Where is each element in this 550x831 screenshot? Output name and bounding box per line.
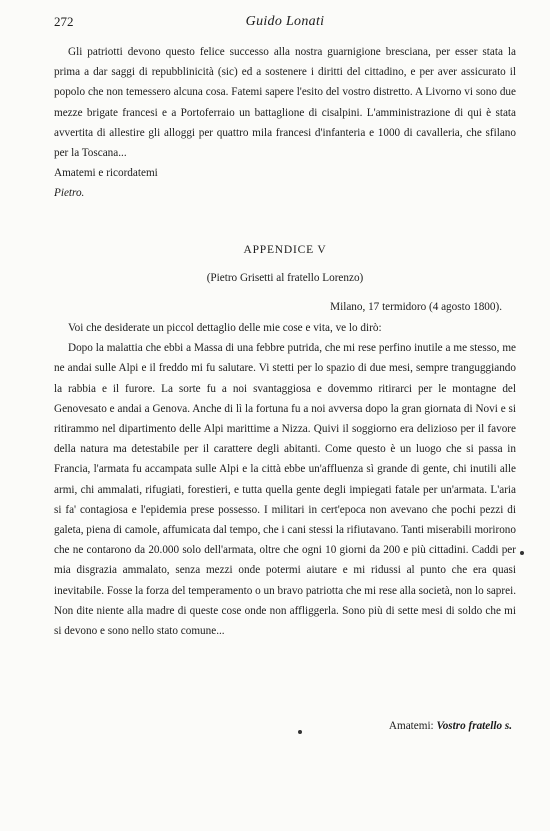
letter-sign-off: Amatemi e ricordatemi	[54, 167, 158, 180]
page-number: 272	[54, 14, 74, 29]
appendix-dateline: Milano, 17 termidoro (4 agosto 1800).	[330, 301, 502, 313]
appendix-body	[54, 318, 516, 641]
margin-mark	[520, 551, 524, 555]
running-title: Guido Lonati	[245, 14, 325, 29]
letter-end	[54, 42, 516, 204]
appendix-paragraph: Voi che desiderate un piccol dettaglio delle mie cose e vita, ve lo dirò:	[68, 322, 382, 334]
letter-end-paragraph: Gli patriotti devono questo felice successo alla nostra guarnigione bresciana, per esser stata la prima a dar saggi di repubblinicità (sic) ed a sostenere i diritti del cittadino, e per aver assicurato il popolo che non temessero alcuna cosa. Fatemi sapere l'esito del vostro distretto. A Livorno vi sono due mezze brigate francesi e a Portoferraio un battaglione di cisalpini. L'amministrazione di qui è stata avvertita di allestire gli alloggi per quattro mila francesi d'infanteria e 1000 di cavalleria, che sfilano per la Toscana...	[54, 46, 516, 160]
closing-signature: Vostro fratello s.	[436, 720, 512, 732]
appendix-paragraph: Dopo la malattia che ebbi a Massa di una febbre putrida, che mi rese perfino inutile a me stesso, me ne andai sulle Alpi e il freddo mi fu salutare. Vi stetti per lo spazio di due mesi, sempre tranguggiando la rabbia e il furore. La sorte fu a noi svantaggiosa e dovemmo ritirarci per le montagne del Genovesato e andai a Genova. Anche di lì la fortuna fu a noi avversa dopo la gran giornata di Novi e si ritirammo nel dipartimento delle Alpi marittime a Nizza. Quivi il soggiorno era delizioso per il favore della natura ma detestabile per il carattere degli abitanti. Come questo è un luogo che si passa in Francia, l'armata fu accampata sulle Alpi e la città ebbe un'affluenza sì grande di gente, chi inutili alle armi, chi ammalati, rifugiati, forestieri, e tutta quella gente degli impiegati fatale per un'armata. L'aria si fa' contagiosa e l'epidemia prese possesso. I militari in cert'epoca non avevano che pochi pezzi di galeta, piena di camole, affumicata dal tempo, che i cani stessi la rifiutavano. Tanti miserabili morirono che ne contarono da 20.000 solo dell'armata, oltre che ogni 10 giorni da 200 e più cittadini. Caddi per mia disgrazia ammalato, senza mezzi onde potermi aiutare e mi ridussi al punto che era quasi inevitabile. Fosse la forza del temperamento o un bravo patriotta che mi rese alla società, non lo saprei. Non dite niente alla madre di queste cose onde non affliggerla. Sono più di sette mesi di soldo che mi si devono e sono nello stato comune...	[54, 342, 516, 638]
appendix-title: APPENDICE V	[243, 244, 327, 256]
margin-mark	[298, 730, 302, 734]
page-header	[54, 14, 516, 34]
letter-signature: Pietro.	[54, 187, 85, 200]
closing-word: Amatemi:	[388, 720, 434, 732]
appendix-closing	[389, 720, 512, 732]
appendix-subtitle: (Pietro Grisetti al fratello Lorenzo)	[206, 272, 364, 284]
